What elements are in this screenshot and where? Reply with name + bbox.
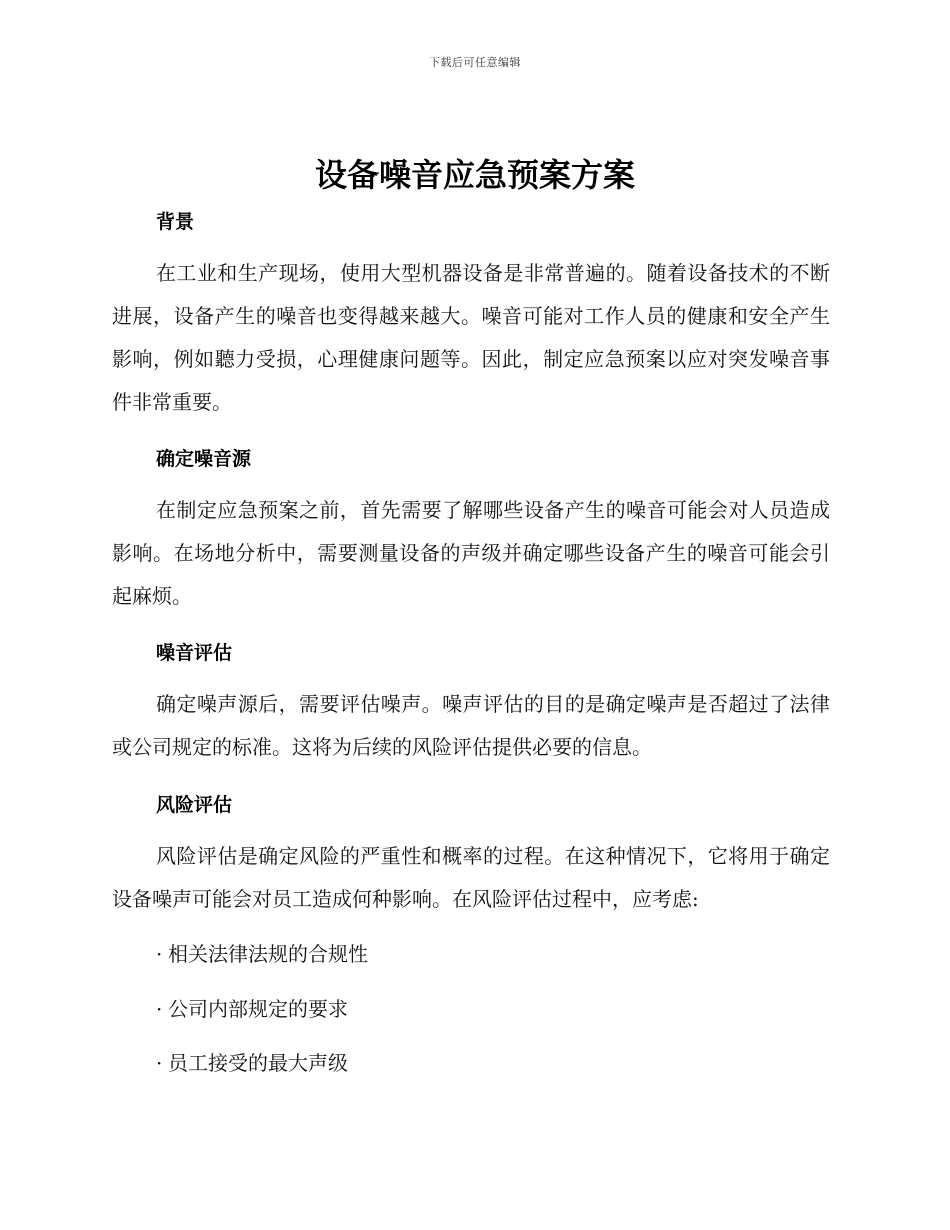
bullet-dot: ·: [156, 997, 163, 1021]
bullet-dot: ·: [156, 942, 163, 966]
section-heading-noise-assessment: 噪音评估: [156, 642, 233, 664]
list-item-text: 公司内部规定的要求: [168, 997, 348, 1021]
document-title: 设备噪音应急预案方案: [314, 156, 635, 194]
section-heading-background: 背景: [156, 211, 195, 233]
list-item: [156, 1049, 348, 1077]
bullet-dot: ·: [156, 1051, 163, 1075]
section-paragraph-background: 在工业和生产现场，使用大型机器设备是非常普遍的。随着设备技术的不断进展，设备产生的噪音也变得越来越大。噪音可能对工作人员的健康和安全产生影响，例如聽力受损，心理健康问题等。因此，制定应急预案以应对突发噪音事件非常重要。: [112, 261, 830, 414]
section-paragraph-noise-source: 在制定应急预案之前，首先需要了解哪些设备产生的噪音可能会对人员造成影响。在场地分析中，需要测量设备的声级并确定哪些设备产生的噪音可能会引起麻烦。: [112, 498, 830, 608]
list-item-text: 相关法律法规的合规性: [168, 942, 368, 966]
section-paragraph-noise-assessment: 确定噪声源后，需要评估噪声。噪声评估的目的是确定噪声是否超过了法律或公司规定的标准。这将为后续的风险评估提供必要的信息。: [112, 692, 830, 759]
section-heading-risk-assessment: 风险评估: [156, 794, 233, 816]
list-item-text: 员工接受的最大声级: [168, 1051, 348, 1075]
list-item: [156, 995, 348, 1023]
page-header-note: 下载后可任意编辑: [429, 56, 521, 69]
section-heading-noise-source: 确定噪音源: [156, 448, 252, 470]
section-paragraph-risk-assessment: 风险评估是确定风险的严重性和概率的过程。在这种情况下，它将用于确定设备噪声可能会对员工造成何种影响。在风险评估过程中，应考虑:: [112, 844, 830, 911]
list-item: [156, 940, 368, 968]
